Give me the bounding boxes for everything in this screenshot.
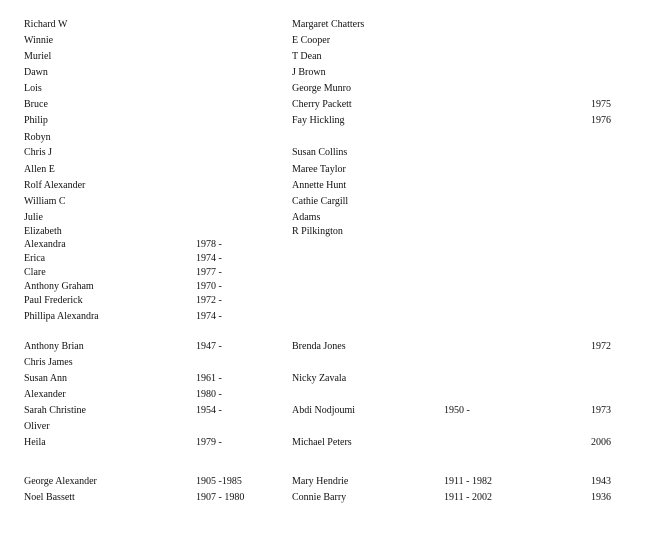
person-years: 1974 - (196, 253, 222, 264)
spouse-name: Cherry Packett (292, 99, 352, 110)
person-name: Richard W (24, 19, 68, 30)
marriage-year: 1972 (591, 341, 611, 352)
person-name: George Alexander (24, 476, 97, 487)
marriage-year: 1943 (591, 476, 611, 487)
table-row (0, 491, 659, 505)
person-name: Julie (24, 212, 43, 223)
person-name: Robyn (24, 132, 51, 143)
spouse-name: Fay Hickling (292, 115, 345, 126)
table-row (0, 34, 659, 48)
person-years: 1970 - (196, 281, 222, 292)
person-name: Lois (24, 83, 42, 94)
table-row (0, 82, 659, 96)
table-row (0, 163, 659, 177)
table-row (0, 404, 659, 418)
table-row (0, 238, 659, 252)
table-row (0, 179, 659, 193)
person-name: Anthony Graham (24, 281, 94, 292)
spouse-years: 1911 - 1982 (444, 476, 492, 487)
table-row (0, 252, 659, 266)
person-years: 1907 - 1980 (196, 492, 245, 503)
spouse-name: Adams (292, 212, 321, 223)
table-row (0, 388, 659, 402)
spouse-name: T Dean (292, 51, 322, 62)
spouse-name: Nicky Zavala (292, 373, 347, 384)
table-row (0, 436, 659, 450)
person-name: Anthony Brian (24, 341, 84, 352)
table-row (0, 420, 659, 434)
table-row (0, 50, 659, 64)
person-name: Allen E (24, 164, 55, 175)
table-row (0, 195, 659, 209)
spouse-name: Abdi Nodjoumi (292, 405, 356, 416)
table-row (0, 131, 659, 145)
person-years: 1980 - (196, 389, 222, 400)
person-years: 1905 -1985 (196, 476, 242, 487)
table-row (0, 114, 659, 128)
spouse-name: R Pilkington (292, 226, 343, 237)
person-name: Paul Frederick (24, 295, 83, 306)
person-name: Oliver (24, 421, 50, 432)
marriage-year: 2006 (591, 437, 611, 448)
marriage-year: 1975 (591, 99, 611, 110)
person-years: 1961 - (196, 373, 222, 384)
person-name: Phillipa Alexandra (24, 311, 99, 322)
person-name: Heila (24, 437, 46, 448)
person-years: 1978 - (196, 239, 222, 250)
person-name: Chris James (24, 357, 73, 368)
person-years: 1954 - (196, 405, 222, 416)
spouse-name: E Cooper (292, 35, 331, 46)
person-name: Noel Bassett (24, 492, 75, 503)
person-name: Alexandra (24, 239, 66, 250)
spouse-name: Mary Hendrie (292, 476, 349, 487)
table-row (0, 280, 659, 294)
person-name: Winnie (24, 35, 54, 46)
person-years: 1974 - (196, 311, 222, 322)
spouse-name: Margaret Chatters (292, 19, 365, 30)
table-row (0, 310, 659, 324)
spouse-name: J Brown (292, 67, 326, 78)
spouse-name: Cathie Cargill (292, 196, 349, 207)
spouse-name: George Munro (292, 83, 351, 94)
table-row (0, 66, 659, 80)
person-name: Dawn (24, 67, 48, 78)
marriage-year: 1936 (591, 492, 611, 503)
person-years: 1972 - (196, 295, 222, 306)
table-row (0, 225, 659, 239)
table-row (0, 294, 659, 308)
person-name: Philip (24, 115, 48, 126)
person-name: Sarah Christine (24, 405, 86, 416)
spouse-years: 1911 - 2002 (444, 492, 492, 503)
spouse-name: Connie Barry (292, 492, 347, 503)
person-name: Clare (24, 267, 46, 278)
spouse-name: Maree Taylor (292, 164, 346, 175)
person-name: Rolf Alexander (24, 180, 86, 191)
spouse-name: Michael Peters (292, 437, 352, 448)
table-row (0, 98, 659, 112)
table-row (0, 475, 659, 489)
person-name: Erica (24, 253, 46, 264)
person-years: 1947 - (196, 341, 222, 352)
person-name: Susan Ann (24, 373, 68, 384)
person-name: Bruce (24, 99, 48, 110)
person-years: 1977 - (196, 267, 222, 278)
spouse-name: Annette Hunt (292, 180, 347, 191)
table-row (0, 146, 659, 160)
table-row (0, 340, 659, 354)
table-row (0, 211, 659, 225)
spouse-years: 1950 - (444, 405, 470, 416)
spouse-name: Brenda Jones (292, 341, 346, 352)
person-name: William C (24, 196, 66, 207)
table-row (0, 266, 659, 280)
person-name: Alexander (24, 389, 66, 400)
spouse-name: Susan Collins (292, 147, 348, 158)
marriage-year: 1973 (591, 405, 611, 416)
person-years: 1979 - (196, 437, 222, 448)
table-row (0, 372, 659, 386)
person-name: Muriel (24, 51, 52, 62)
person-name: Chris J (24, 147, 53, 158)
marriage-year: 1976 (591, 115, 611, 126)
table-row (0, 356, 659, 370)
person-name: Elizabeth (24, 226, 62, 237)
table-row (0, 18, 659, 32)
